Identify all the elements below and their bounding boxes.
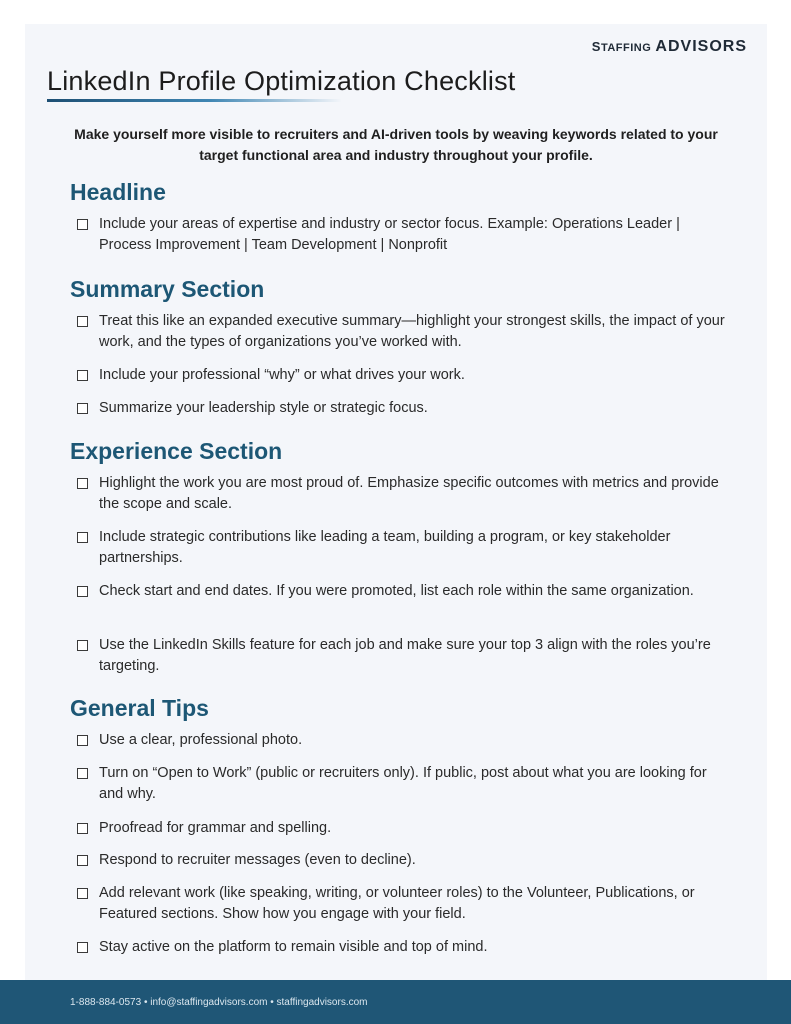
- page-title: LinkedIn Profile Optimization Checklist: [47, 66, 516, 96]
- checklist-item[interactable]: [75, 527, 725, 569]
- checklist-item[interactable]: [75, 311, 725, 353]
- checkbox[interactable]: [77, 823, 88, 834]
- checkbox[interactable]: [77, 370, 88, 381]
- checkbox[interactable]: [77, 768, 88, 779]
- logo-word-advisors: ADVISORS: [655, 38, 747, 55]
- checkbox[interactable]: [77, 316, 88, 327]
- checklist-item-text: Highlight the work you are most proud of. Emphasize specific outcomes with metrics and provide the scope and scale.: [99, 475, 719, 512]
- footer-contact: 1-888-884-0573 • info@staffingadvisors.com • staffingadvisors.com: [70, 997, 368, 1008]
- checklist-item[interactable]: [75, 730, 725, 751]
- checklist-item[interactable]: [75, 473, 725, 515]
- section-heading-general-tips: General Tips: [70, 695, 209, 721]
- checklist-item[interactable]: [75, 937, 725, 958]
- checklist-item-text: Respond to recruiter messages (even to decline).: [99, 852, 416, 868]
- checkbox[interactable]: [77, 942, 88, 953]
- checklist-item[interactable]: [75, 365, 725, 386]
- checklist-item[interactable]: [75, 818, 725, 839]
- checklist-item-text: Use a clear, professional photo.: [99, 732, 303, 748]
- footer-bar: [0, 980, 791, 1024]
- checklist-item-text: Check start and end dates. If you were promoted, list each role within the same organization.: [99, 583, 694, 599]
- checklist-item-text: Include your areas of expertise and industry or sector focus. Example: Operations Leader | Process Improvement | Team Development | Nonprofit: [99, 216, 680, 253]
- checklist-item-text: Summarize your leadership style or strategic focus.: [99, 400, 428, 416]
- checkbox[interactable]: [77, 735, 88, 746]
- checklist-item-text: Proofread for grammar and spelling.: [99, 820, 332, 836]
- section-heading-headline: Headline: [70, 179, 166, 205]
- section-heading-experience: Experience Section: [70, 438, 283, 464]
- checkbox[interactable]: [77, 403, 88, 414]
- checklist-item[interactable]: [75, 398, 725, 419]
- checklist-item[interactable]: [75, 883, 725, 925]
- checklist-item-text: Treat this like an expanded executive summary—highlight your strongest skills, the impact of your work, and the types of organizations you’ve worked with.: [99, 313, 725, 350]
- checklist-item-text: Turn on “Open to Work” (public or recruiters only). If public, post about what you are looking for and why.: [99, 765, 707, 802]
- checklist-item-text: Use the LinkedIn Skills feature for each job and make sure your top 3 align with the roles you’re targeting.: [99, 637, 711, 674]
- checklist-item[interactable]: [75, 635, 725, 677]
- title-underline: [47, 99, 342, 102]
- checklist-item[interactable]: [75, 850, 725, 871]
- checkbox[interactable]: [77, 586, 88, 597]
- checklist-item[interactable]: [75, 581, 725, 602]
- checklist-item-text: Add relevant work (like speaking, writing, or volunteer roles) to the Volunteer, Publications, or Featured sections. Show how you engage with your field.: [99, 885, 695, 922]
- checkbox[interactable]: [77, 888, 88, 899]
- section-heading-summary: Summary Section: [70, 276, 265, 302]
- checklist-item-text: Include your professional “why” or what drives your work.: [99, 367, 465, 383]
- logo-word-staffing: STAFFING: [591, 39, 652, 54]
- checkbox[interactable]: [77, 219, 88, 230]
- checklist-item[interactable]: [75, 214, 725, 256]
- checklist-item-text: Stay active on the platform to remain visible and top of mind.: [99, 939, 488, 955]
- checkbox[interactable]: [77, 640, 88, 651]
- staffing-advisors-logo: [592, 38, 747, 56]
- checkbox[interactable]: [77, 532, 88, 543]
- checklist-item[interactable]: [75, 763, 725, 805]
- intro-text: Make yourself more visible to recruiters and AI-driven tools by weaving keywords related to your target functional area and industry throughout your profile.: [74, 126, 718, 163]
- checklist-item-text: Include strategic contributions like leading a team, building a program, or key stakeholder partnerships.: [99, 529, 671, 566]
- checkbox[interactable]: [77, 855, 88, 866]
- checkbox[interactable]: [77, 478, 88, 489]
